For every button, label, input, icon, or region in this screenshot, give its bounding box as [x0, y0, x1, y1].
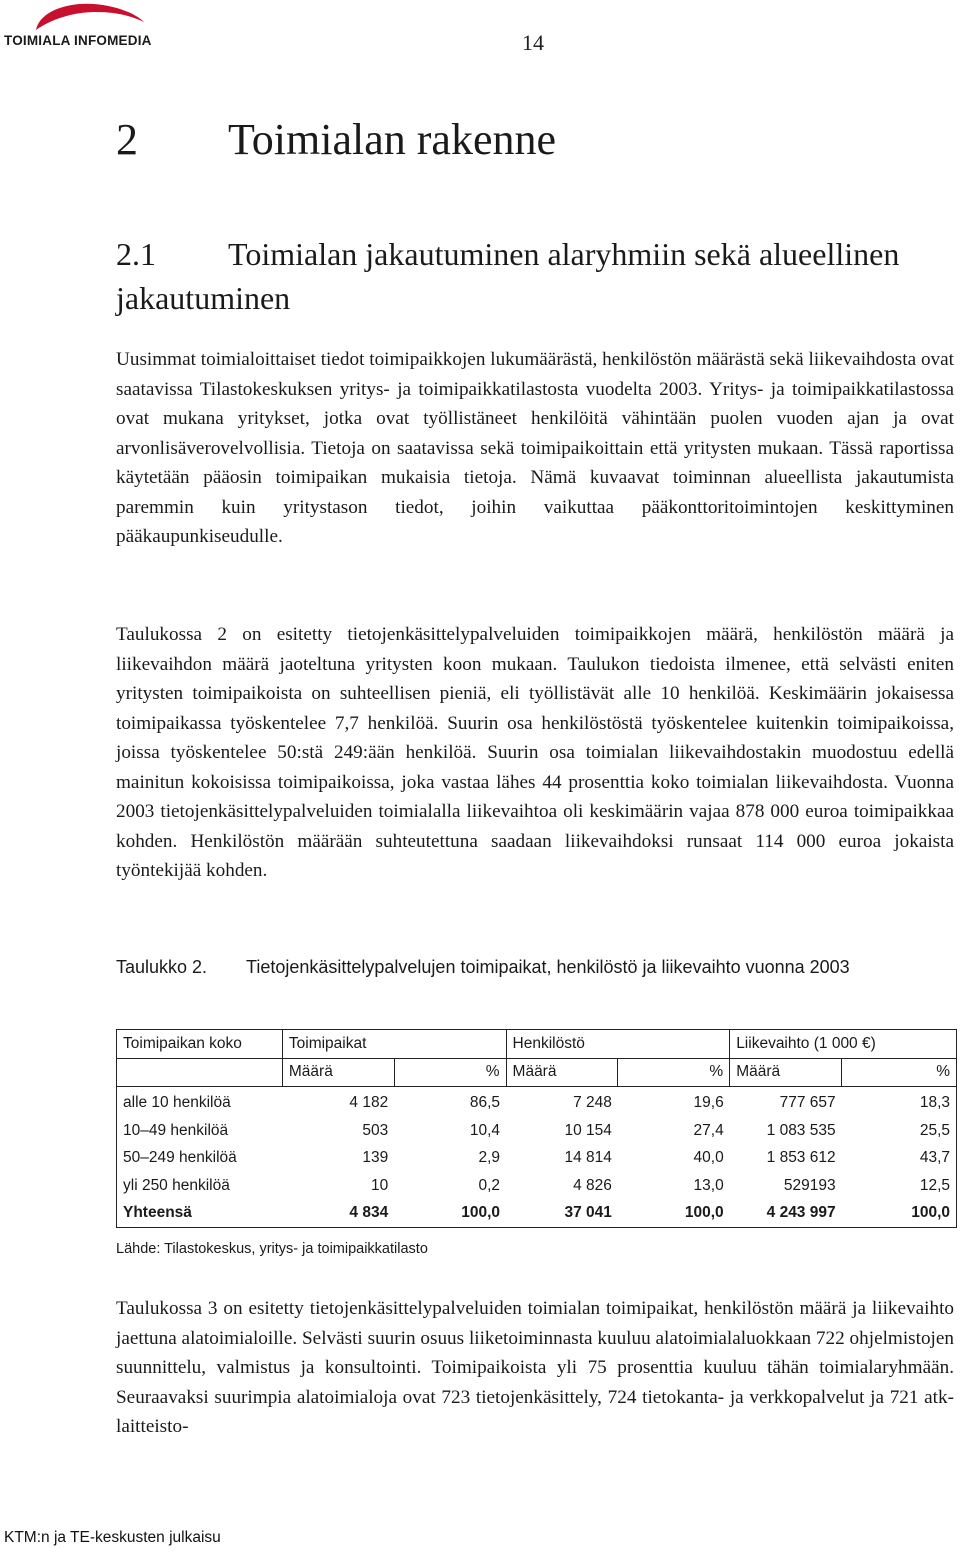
row-label: Yhteensä [123, 1204, 192, 1222]
cell-value: 10 154 [564, 1121, 612, 1139]
cell-value: 777 657 [779, 1093, 836, 1111]
table-caption-label: Taulukko 2. [116, 957, 208, 977]
header-size: Toimipaikan koko [117, 1030, 283, 1059]
cell-value: 12,5 [919, 1176, 950, 1194]
cell-value: 0,2 [478, 1176, 501, 1194]
cell-value: 100,0 [911, 1204, 950, 1222]
statistics-table [116, 1029, 957, 1228]
page-number: 14 [522, 30, 544, 55]
cell-value: 100,0 [461, 1204, 501, 1222]
table-row [117, 1172, 957, 1200]
subheader-count: Määrä [730, 1058, 842, 1087]
section-title [116, 232, 946, 320]
cell-value: 7 248 [573, 1093, 612, 1111]
subheader-empty [117, 1058, 283, 1087]
cell-value: 4 182 [349, 1093, 389, 1111]
subheader-percent: % [394, 1058, 506, 1087]
cell-value: 1 083 535 [766, 1121, 836, 1139]
cell-value: 13,0 [693, 1176, 724, 1194]
table-subheader-row [117, 1058, 957, 1087]
header-establishments: Toimipaikat [282, 1030, 506, 1059]
logo-text: TOIMIALA INFOMEDIA [4, 33, 152, 48]
paragraph-intro: Uusimmat toimialoittaiset tiedot toimipaikkojen lukumäärästä, henkilöstön määrästä sekä liikevaihdosta ovat saatavissa Tilastokeskuksen yritys- ja toimipaikkatilastosta vuodelta 2003. Yritys- ja toimipaikkatilastossa ovat mukana yritykset, jotka ovat työllistäneet henkilöitä vähintään puolen vuoden ajan ja ovat arvonlisäverovelvollisia. Tietoja on saatavissa sekä toimipaikoittain että yritysten mukaan. Tässä raportissa käytetään pääosin toimipaikan mukaisia tietoja. Nämä kuvaavat toiminnan alueellista jakautumista paremmin kuin yritystason tiedot, joihin vaikuttaa pääkonttoritoimintojen keskittyminen pääkaupunkiseudulle. [116, 349, 954, 547]
table-row [117, 1144, 957, 1172]
paragraph-table-description: Taulukossa 2 on esitetty tietojenkäsittelypalveluiden toimipaikkojen määrä, henkilöstön määrä ja liikevaihdon määrä jaoteltuna yritysten koon mukaan. Taulukon tiedoista ilmenee, että selvästi eniten yritysten toimipaikoista on suhteellisen pieniä, eli työllistävät alle 10 henkilöä. Keskimäärin jokaisessa toimipaikassa työskentelee 7,7 henkilöä. Suurin osa henkilöstöstä työskentelee kuitenkin toimipaikoissa, joissa työskentelee 50:stä 249:ään henkilöä. Suurin osa toimialan liikevaihdostakin muodostuu edellä mainitun kokoisissa toimipaikoissa, joka vastaa lähes 44 prosenttia koko toimialan liikevaihdosta. Vuonna 2003 tietojenkäsittelypalveluiden toimialalla liikevaihtoa oli keskimäärin vajaa 878 000 euroa toimipaikkaa kohden. Henkilöstön määrään suhteutettuna saadaan liikevaihdoksi runsaat 114 000 euroa jokaista työntekijää kohden. [116, 624, 954, 881]
table-row [117, 1117, 957, 1145]
cell-value: 10 [370, 1176, 389, 1194]
table-row [117, 1087, 957, 1117]
cell-value: 19,6 [693, 1093, 724, 1111]
cell-value: 1 853 612 [766, 1149, 836, 1167]
cell-value: 139 [362, 1149, 389, 1167]
cell-value: 14 814 [564, 1149, 612, 1167]
cell-value: 100,0 [684, 1204, 724, 1222]
subheader-percent: % [618, 1058, 730, 1087]
cell-value: 4 243 997 [766, 1204, 836, 1222]
table-caption-text: Tietojenkäsittelypalvelujen toimipaikat, henkilöstö ja liikevaihto vuonna 2003 [246, 957, 850, 977]
cell-value: 86,5 [469, 1093, 501, 1111]
logo-swoosh-icon [30, 0, 150, 34]
table-header-row [117, 1030, 957, 1059]
cell-value: 18,3 [919, 1093, 950, 1111]
section-title-text: Toimialan jakautuminen alaryhmiin sekä alueellinen jakautuminen [116, 236, 900, 316]
cell-value: 4 826 [573, 1176, 612, 1194]
subheader-count: Määrä [282, 1058, 394, 1087]
row-label: 10–49 henkilöä [123, 1121, 229, 1139]
cell-value: 10,4 [469, 1121, 501, 1139]
subheader-count: Määrä [506, 1058, 618, 1087]
section-number: 2.1 [116, 236, 156, 272]
paragraph-subindustries: Taulukossa 3 on esitetty tietojenkäsittelypalveluiden toimialan toimipaikat, henkilöstön määrä ja liikevaihto jaettuna alatoimialoille. Selvästi suurin osuus liiketoiminnasta kuuluu alatoimialaluokkaan 722 ohjelmistojen suunnittelu, valmistus ja konsultointi. Toimipaikoista yli 75 prosenttia kuuluu tähän toimialaryhmään. Seuraavaksi suurimpia alatoimialoja ovat 723 tietojenkäsittely, 724 tietokanta- ja verkkopalvelut ja 721 atk-laitteisto- [116, 1298, 954, 1437]
cell-value: 25,5 [919, 1121, 950, 1139]
cell-value: 503 [362, 1121, 389, 1139]
cell-value: 40,0 [693, 1149, 724, 1167]
chapter-title [116, 114, 556, 165]
table-source: Lähde: Tilastokeskus, yritys- ja toimipaikkatilasto [116, 1241, 428, 1257]
table-total-row [117, 1200, 957, 1228]
chapter-number: 2 [116, 115, 138, 164]
header-turnover: Liikevaihto (1 000 €) [730, 1030, 957, 1059]
row-label: alle 10 henkilöä [123, 1093, 231, 1111]
publisher-logo [2, 0, 182, 56]
row-label: 50–249 henkilöä [123, 1149, 237, 1167]
cell-value: 4 834 [349, 1204, 389, 1222]
cell-value: 529193 [783, 1176, 836, 1194]
cell-value: 2,9 [478, 1149, 501, 1167]
cell-value: 27,4 [693, 1121, 724, 1139]
footer-publication: KTM:n ja TE-keskusten julkaisu [4, 1529, 221, 1546]
cell-value: 37 041 [564, 1204, 612, 1222]
chapter-title-text: Toimialan rakenne [228, 115, 557, 164]
cell-value: 43,7 [919, 1149, 950, 1167]
subheader-percent: % [842, 1058, 957, 1087]
header-personnel: Henkilöstö [506, 1030, 730, 1059]
table-caption [116, 954, 936, 980]
row-label: yli 250 henkilöä [123, 1176, 230, 1194]
